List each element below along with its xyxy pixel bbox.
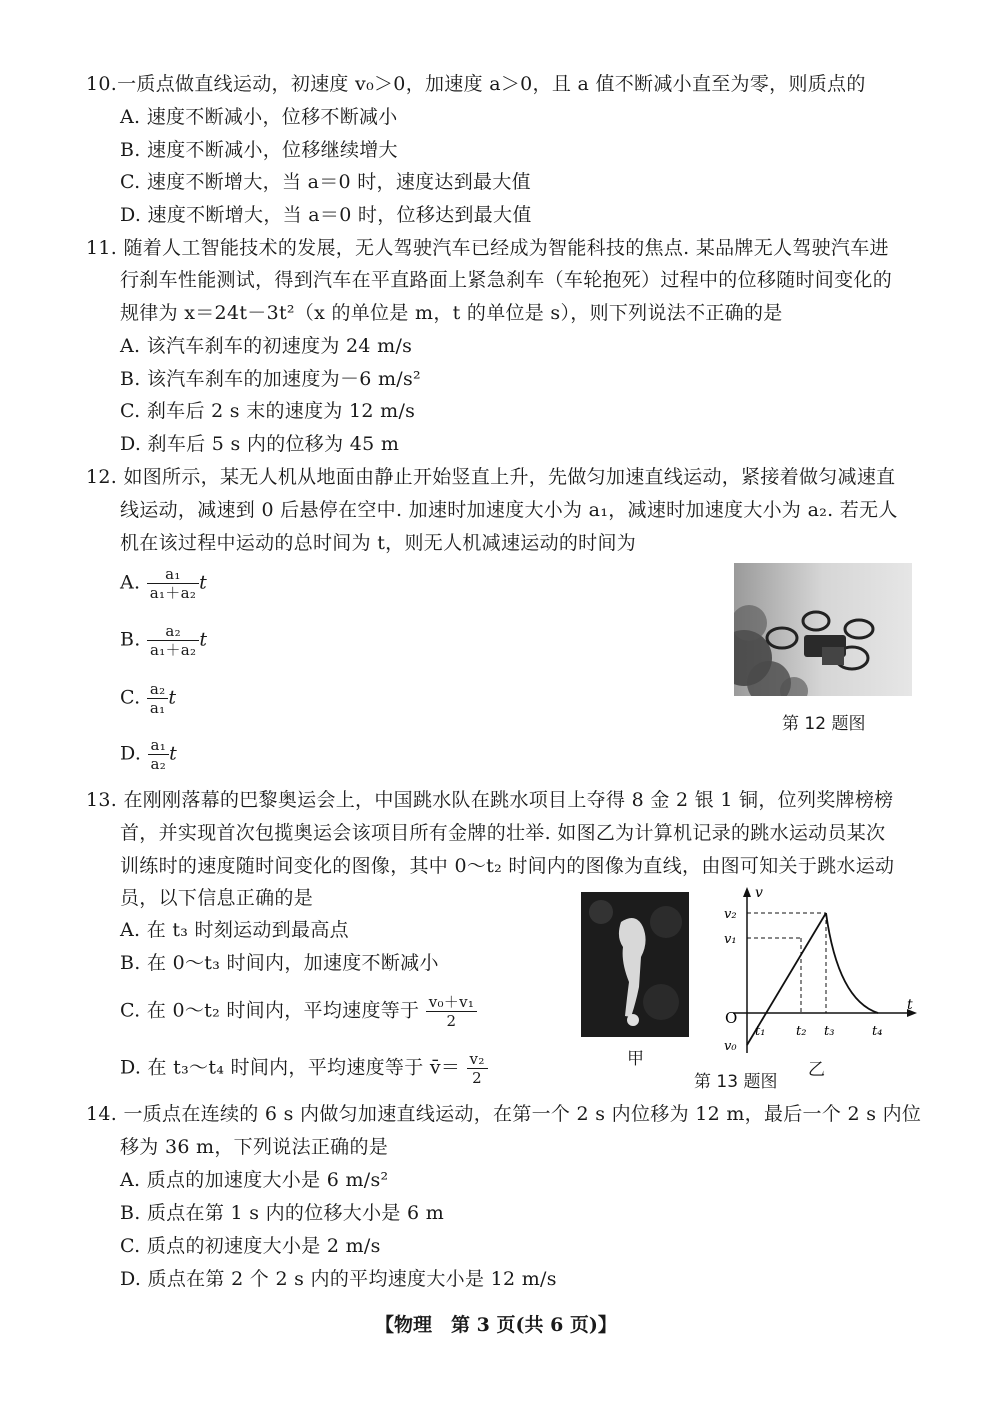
v0-label: v₀ — [724, 1039, 737, 1054]
fraction: $\frac{\text{a₂}}{\text{a₁}}$ — [147, 680, 169, 717]
q13-figure-caption: 第 13 题图 — [694, 1072, 778, 1092]
v2-label: v₂ — [724, 907, 737, 922]
q12-option-c: C. $\frac{\text{a₂}}{\text{a₁}}$ t — [120, 680, 177, 717]
t-axis-label: t — [907, 997, 913, 1013]
q10-stem: 10.一质点做直线运动，初速度 v₀＞0，加速度 a＞0，且 a 值不断减小直至为零，则质点的 — [86, 73, 866, 95]
drone-photo — [734, 563, 912, 696]
q14-stem-line1: 14. 一质点在连续的 6 s 内做匀加速直线运动，在第一个 2 s 内位移为 12 m，最后一个 2 s 内位 — [86, 1103, 922, 1125]
q13-stem-line2: 首，并实现首次包揽奥运会该项目所有金牌的壮举. 如图乙为计算机记录的跳水运动员某次 — [120, 822, 886, 844]
q13-stem-line3: 训练时的速度随时间变化的图像，其中 0～t₂ 时间内的图像为直线，由图可知关于跳水运动 — [120, 855, 895, 877]
fraction: $\frac{\text{v₂}}{2}$ — [467, 1050, 488, 1087]
q12-figure-caption: 第 12 题图 — [782, 714, 866, 734]
q13-option-c: C. 在 0～t₂ 时间内，平均速度等于 $\frac{\text{v₀＋v₁}}{2}$ — [120, 993, 477, 1030]
fraction: $\frac{\text{a₁}}{\text{a₂}}$ — [148, 736, 170, 773]
q13-option-a: A. 在 t₃ 时刻运动到最高点 — [120, 919, 349, 941]
t2-label: t₂ — [796, 1024, 807, 1039]
q10-option-d: D. 速度不断增大，当 a＝0 时，位移达到最大值 — [120, 204, 532, 226]
fraction: $\frac{\text{a₂}}{\text{a₁＋a₂}}$ — [147, 622, 199, 659]
q14-option-c: C. 质点的初速度大小是 2 m/s — [120, 1235, 381, 1257]
q14-option-a: A. 质点的加速度大小是 6 m/s² — [120, 1169, 389, 1191]
q12-option-a: A. $\frac{\text{a₁}}{\text{a₁＋a₂}}$ t — [120, 565, 208, 602]
page-footer: 【物理 第 3 页(共 6 页)】 — [375, 1314, 617, 1336]
figure-label-yi: 乙 — [808, 1060, 825, 1080]
q10-option-a: A. 速度不断减小，位移不断减小 — [120, 106, 398, 128]
q10-option-b: B. 速度不断减小，位移继续增大 — [120, 139, 398, 161]
q11-option-d: D. 刹车后 5 s 内的位移为 45 m — [120, 433, 400, 455]
q11-stem-line2: 行刹车性能测试，得到汽车在平直路面上紧急刹车（车轮抱死）过程中的位移随时间变化的 — [120, 269, 893, 291]
t4-label: t₄ — [872, 1024, 883, 1039]
fraction: $\frac{\text{v₀＋v₁}}{2}$ — [426, 993, 477, 1030]
q13-option-d: D. 在 t₃～t₄ 时间内，平均速度等于 v̄＝ $\frac{\text{v₂}}{2}$ — [120, 1050, 488, 1087]
fraction: $\frac{\text{a₁}}{\text{a₁＋a₂}}$ — [147, 565, 199, 602]
decay-curve — [826, 913, 878, 1013]
q11-option-a: A. 该汽车刹车的初速度为 24 m/s — [120, 335, 413, 357]
t1-label: t₁ — [755, 1024, 766, 1039]
q12-stem-line3: 机在该过程中运动的总时间为 t，则无人机减速运动的时间为 — [120, 532, 637, 554]
t3-label: t₃ — [824, 1024, 835, 1039]
q11-stem-line3: 规律为 x＝24t－3t²（x 的单位是 m，t 的单位是 s），则下列说法不正确的是 — [120, 302, 783, 324]
q13-stem-line4: 员，以下信息正确的是 — [120, 887, 314, 909]
q11-option-b: B. 该汽车刹车的加速度为－6 m/s² — [120, 368, 421, 390]
q14-stem-line2: 移为 36 m，下列说法正确的是 — [120, 1136, 389, 1158]
v1-label: v₁ — [724, 932, 737, 947]
q14-option-b: B. 质点在第 1 s 内的位移大小是 6 m — [120, 1202, 445, 1224]
q11-stem-line1: 11. 随着人工智能技术的发展，无人驾驶汽车已经成为智能科技的焦点. 某品牌无人驾驶汽车进 — [86, 237, 889, 259]
origin-label: O — [725, 1009, 738, 1027]
diver-photo — [581, 892, 689, 1037]
q12-stem-line1: 12. 如图所示，某无人机从地面由静止开始竖直上升，先做匀加速直线运动，紧接着做匀减速直 — [86, 466, 896, 488]
v-axis-arrow — [743, 887, 751, 897]
q12-option-d: D. $\frac{\text{a₁}}{\text{a₂}}$ t — [120, 736, 178, 773]
q14-option-d: D. 质点在第 2 个 2 s 内的平均速度大小是 12 m/s — [120, 1268, 557, 1290]
q13-option-b: B. 在 0～t₃ 时间内，加速度不断减小 — [120, 952, 439, 974]
q13-stem-line1: 13. 在刚刚落幕的巴黎奥运会上，中国跳水队在跳水项目上夺得 8 金 2 银 1 铜，位列奖牌榜榜 — [86, 789, 894, 811]
v-axis-label: v — [755, 885, 763, 901]
q12-option-b: B. $\frac{\text{a₂}}{\text{a₁＋a₂}}$ t — [120, 622, 208, 659]
figure-label-jia: 甲 — [627, 1049, 644, 1069]
q12-stem-line2: 线运动，减速到 0 后悬停在空中. 加速时加速度大小为 a₁，减速时加速度大小为 a₂. 若无人 — [120, 499, 898, 521]
q11-option-c: C. 刹车后 2 s 末的速度为 12 m/s — [120, 400, 416, 422]
q10-option-c: C. 速度不断增大，当 a＝0 时，速度达到最大值 — [120, 171, 531, 193]
velocity-time-graph — [713, 885, 918, 1057]
